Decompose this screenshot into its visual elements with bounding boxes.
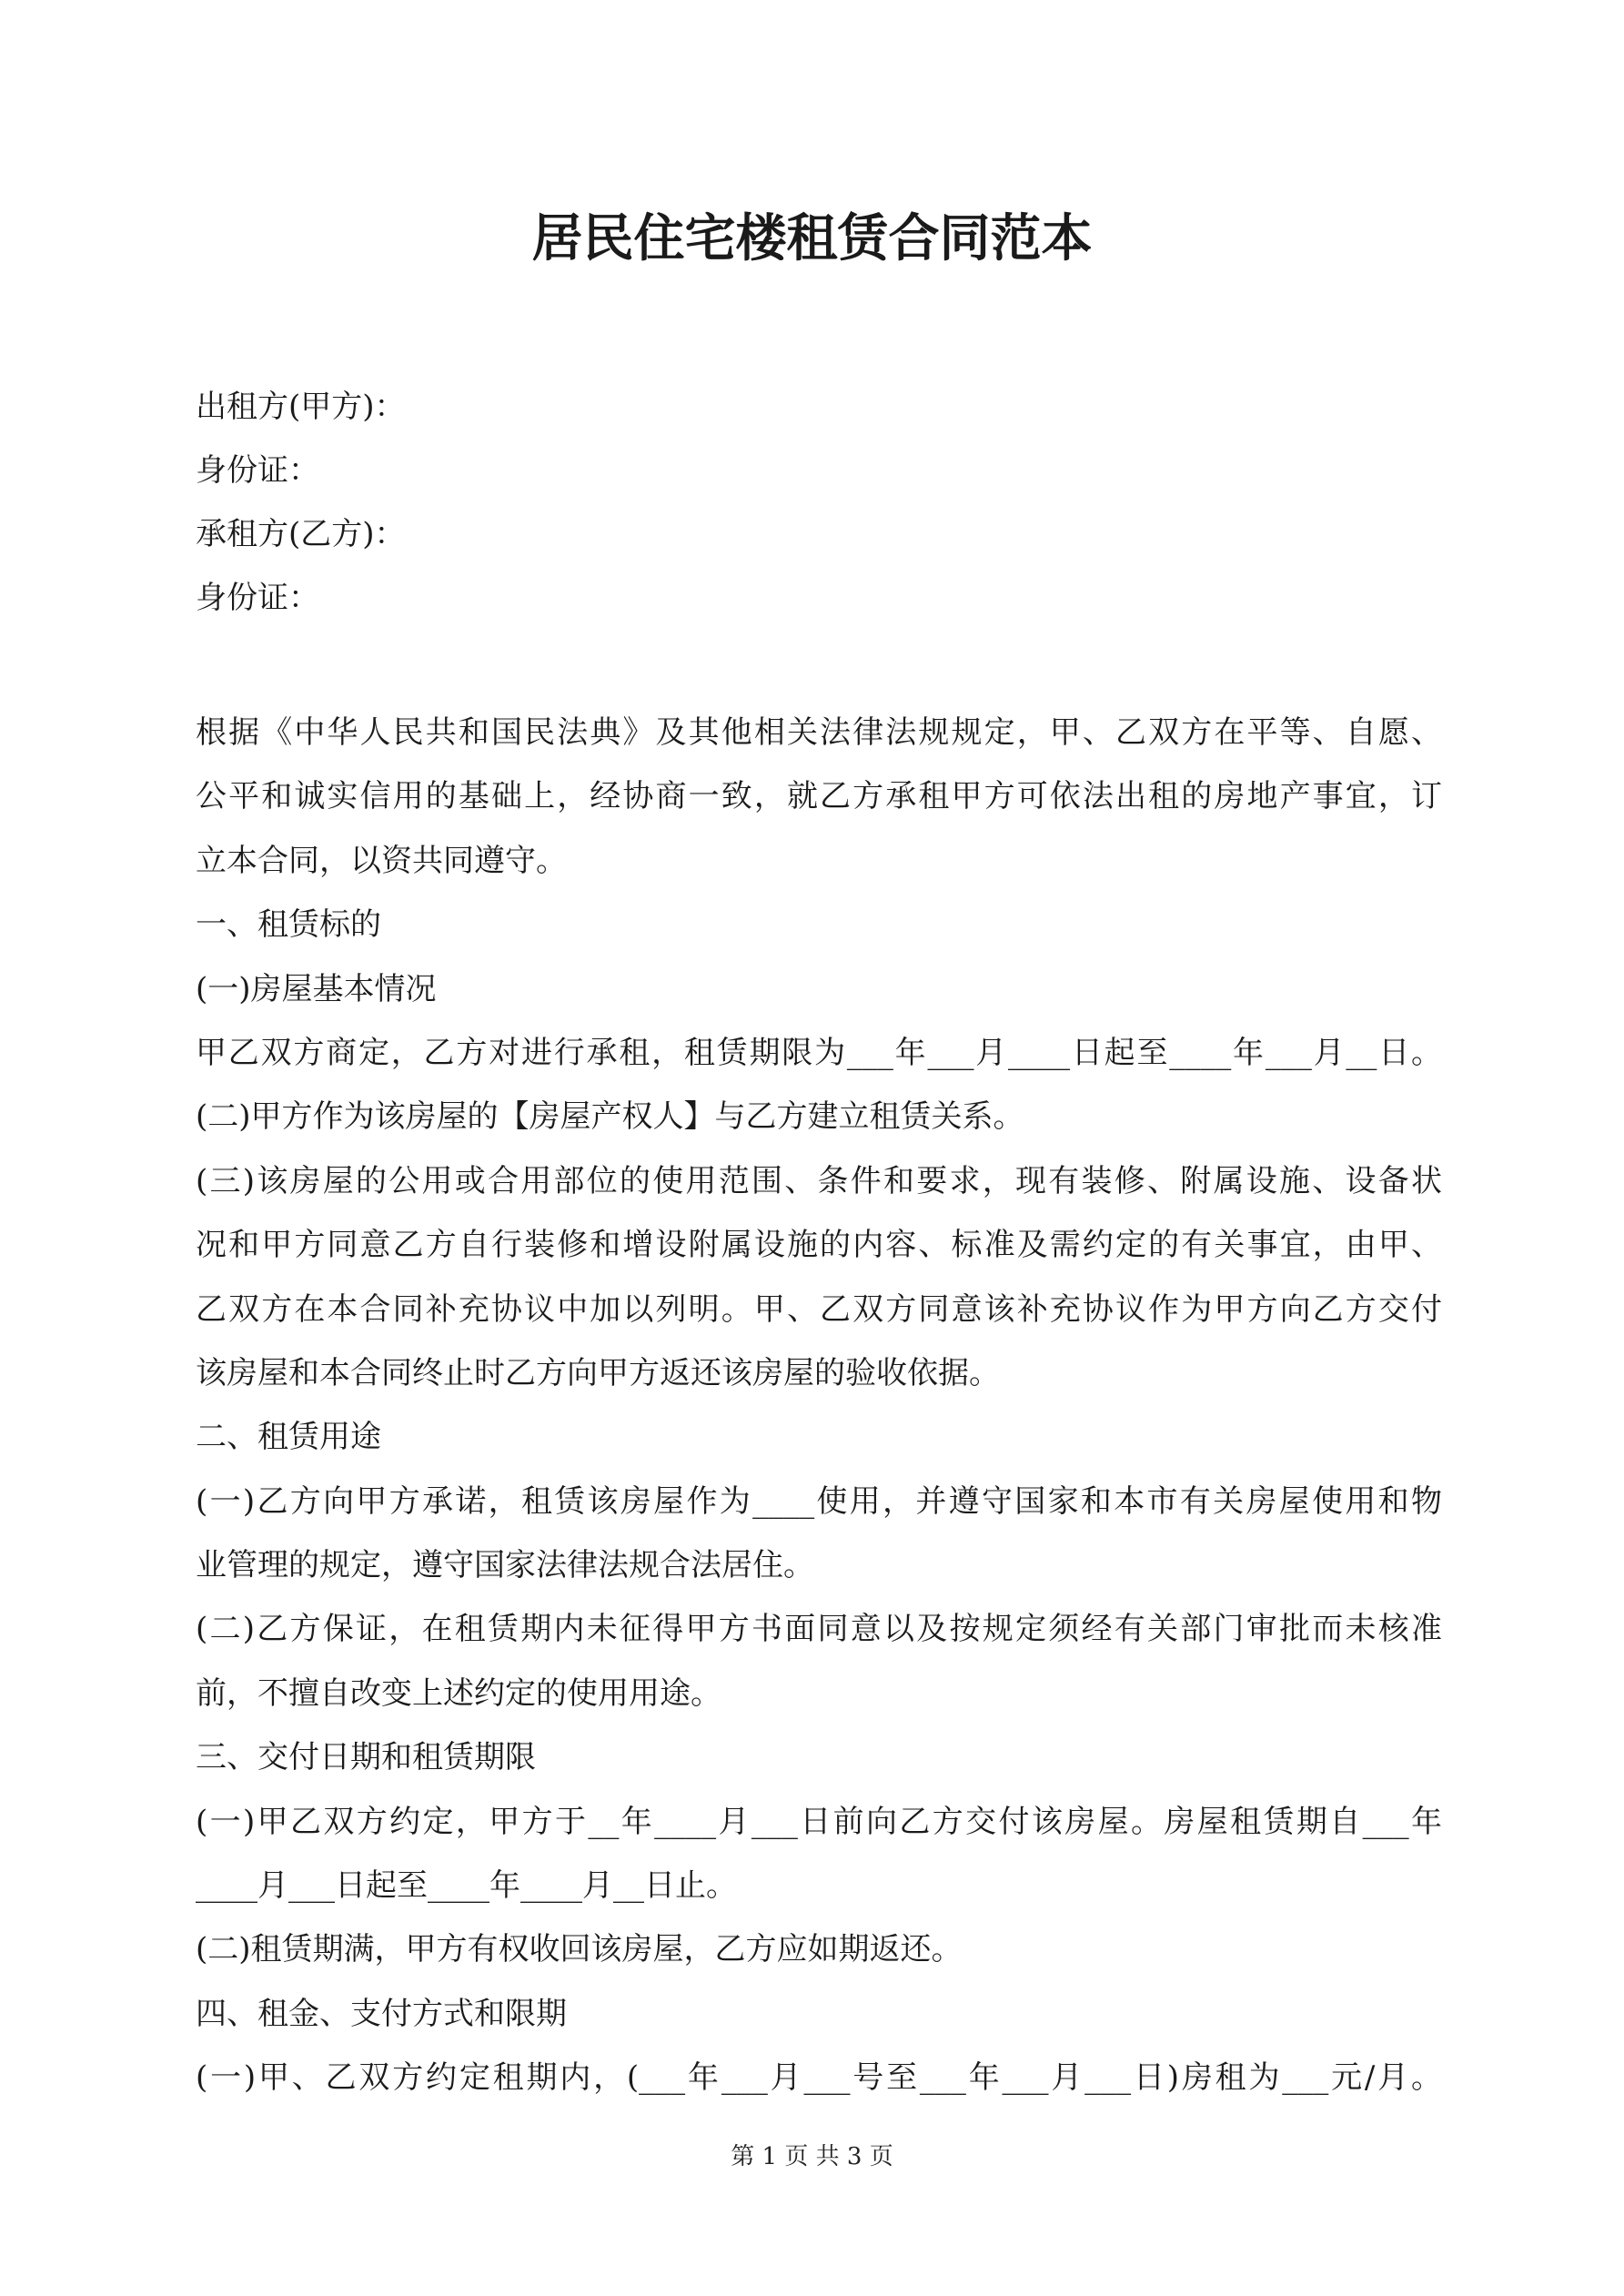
contract-text-line: (一)乙方向甲方承诺，租赁该房屋作为____使用，并遵守国家和本市有关房屋使用和物 (196, 1482, 1442, 1520)
contract-body (196, 701, 1442, 2110)
contract-text-line: 立本合同，以资共同遵守。 (196, 842, 567, 879)
contract-text-line: 前，不擅自改变上述约定的使用用途。 (196, 1674, 721, 1712)
contract-text-line: 业管理的规定，遵守国家法律法规合法居住。 (196, 1547, 814, 1584)
lessee-label: 承租方(乙方)： (196, 516, 406, 552)
contract-text-line: 该房屋和本合同终止时乙方向甲方返还该房屋的验收依据。 (196, 1354, 1000, 1391)
lessor-label: 出租方(甲方)： (196, 389, 406, 425)
contract-text-line: 甲乙双方商定，乙方对进行承租，租赁期限为___年___月____日起至____年___月__日。 (196, 1034, 1442, 1071)
contract-text-line: (一)甲、乙双方约定租期内，(___年___月___号至___年___月___日)房租为___元/月。 (196, 2059, 1442, 2097)
contract-text-line: (三)该房屋的公用或合用部位的使用范围、条件和要求，现有装修、附属设施、设备状 (196, 1162, 1442, 1199)
contract-text-line: 三、交付日期和租赁期限 (196, 1739, 536, 1776)
contract-text-line: 四、租金、支付方式和限期 (196, 1995, 567, 2032)
contract-text-line: (一)房屋基本情况 (196, 970, 437, 1007)
contract-text-line: 根据《中华人民共和国民法典》及其他相关法律法规规定，甲、乙双方在平等、自愿、 (196, 714, 1442, 751)
contract-text-line: 一、租赁标的 (196, 906, 381, 944)
contract-text-line: (二)甲方作为该房屋的【房屋产权人】与乙方建立租赁关系。 (196, 1098, 1024, 1136)
lessor-id-label: 身份证： (196, 452, 319, 489)
contract-text-line: 二、租赁用途 (196, 1419, 381, 1456)
contract-text-line: (二)乙方保证，在租赁期内未征得甲方书面同意以及按规定须经有关部门审批而未核准 (196, 1611, 1442, 1648)
document-title: 居民住宅楼租赁合同范本 (531, 208, 1093, 268)
contract-text-line: ____月___日起至____年____月__日止。 (196, 1867, 737, 1905)
party-info (196, 375, 1442, 630)
contract-text-line: 况和甲方同意乙方自行装修和增设附属设施的内容、标准及需约定的有关事宜，由甲、 (196, 1227, 1442, 1264)
contract-text-line: 乙双方在本合同补充协议中加以列明。甲、乙双方同意该补充协议作为甲方向乙方交付 (196, 1290, 1442, 1328)
contract-text-line: (二)租赁期满，甲方有权收回该房屋，乙方应如期返还。 (196, 1931, 963, 1968)
lessee-id-label: 身份证： (196, 580, 319, 616)
page-number: 第 1 页 共 3 页 (731, 2143, 893, 2170)
contract-text-line: 公平和诚实信用的基础上，经协商一致，就乙方承租甲方可依法出租的房地产事宜，订 (196, 778, 1442, 815)
contract-text-line: (一)甲乙双方约定，甲方于__年____月___日前向乙方交付该房屋。房屋租赁期自___年 (196, 1803, 1442, 1840)
